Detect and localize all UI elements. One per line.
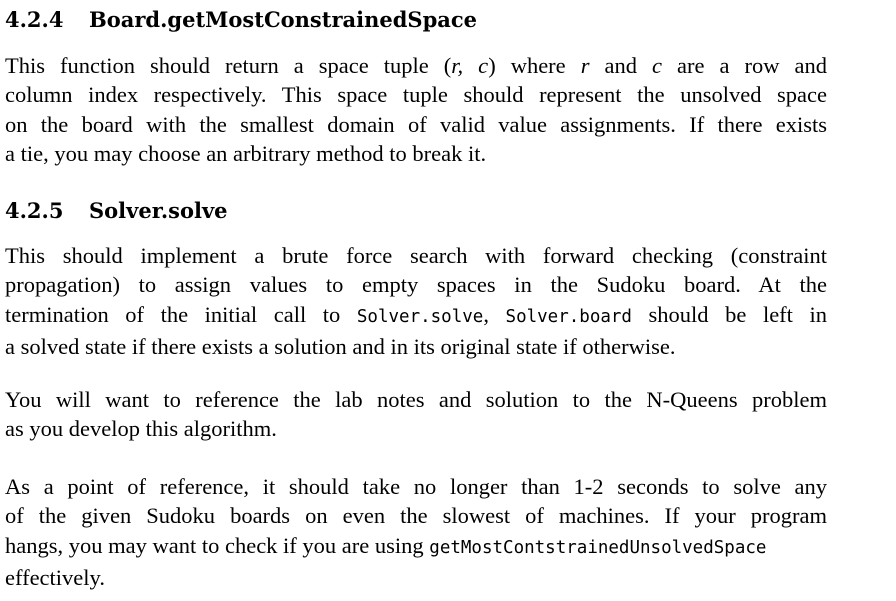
- paragraph-line: column index respectively. This space tuple should represent the unsolved space: [5, 82, 827, 108]
- paragraph-line: a solved state if there exists a solution and in its original state if otherwise.: [5, 334, 676, 360]
- paragraph-line: a tie, you may choose an arbitrary method to break it.: [5, 141, 487, 167]
- paragraph-line: [5, 300, 827, 332]
- paragraph-reference-notes: [5, 385, 827, 444]
- section-number: 4.2.4: [5, 7, 64, 32]
- paragraph-line: [5, 531, 827, 563]
- math-run: c: [651, 53, 662, 78]
- text-run: hangs, you may want to check if you are using: [5, 532, 430, 558]
- paragraph-line: You will want to reference the lab notes and solution to the N-Queens problem: [5, 387, 827, 412]
- text-run: and: [589, 53, 652, 78]
- section-title: Solver.solve: [89, 198, 228, 223]
- text-run: ,: [483, 301, 506, 327]
- text-run: ) where: [488, 53, 581, 78]
- paragraph-line: effectively.: [5, 565, 105, 591]
- paragraph-line: As a point of reference, it should take no longer than 1-2 seconds to solve any: [5, 474, 827, 499]
- paragraph-line: [5, 51, 827, 80]
- code-run: Solver.board: [505, 306, 632, 327]
- paragraph-performance-note: [5, 472, 827, 593]
- paragraph-line: on the board with the smallest domain of valid value assignments. If there exists: [5, 111, 827, 137]
- text-run: This function should return a space tuple (: [5, 53, 452, 78]
- section-heading-4-2-4: [5, 6, 477, 34]
- section-heading-4-2-5: [5, 197, 228, 225]
- section-number: 4.2.5: [5, 198, 64, 223]
- paragraph-line: of the given Sudoku boards on even the slowest of machines. If your program: [5, 503, 827, 529]
- text-run: are a row and: [661, 53, 827, 78]
- paragraph-line: This should implement a brute force search with forward checking (constraint: [5, 243, 827, 268]
- paragraph-line: propagation) to assign values to empty spaces in the Sudoku board. At the: [5, 272, 827, 298]
- paragraph-line: as you develop this algorithm.: [5, 416, 277, 442]
- code-run: Solver.solve: [356, 306, 484, 327]
- section-title: Board.getMostConstrainedSpace: [89, 7, 478, 32]
- text-run: should be left in: [631, 301, 828, 327]
- math-run: r, c: [451, 53, 489, 78]
- code-run: getMostContstrainedUnsolvedSpace: [429, 537, 767, 558]
- paragraph-solver-solve: [5, 241, 827, 362]
- paragraph-get-most-constrained-space: [5, 51, 827, 169]
- math-run: r: [580, 53, 590, 78]
- text-run: termination of the initial call to: [5, 301, 357, 327]
